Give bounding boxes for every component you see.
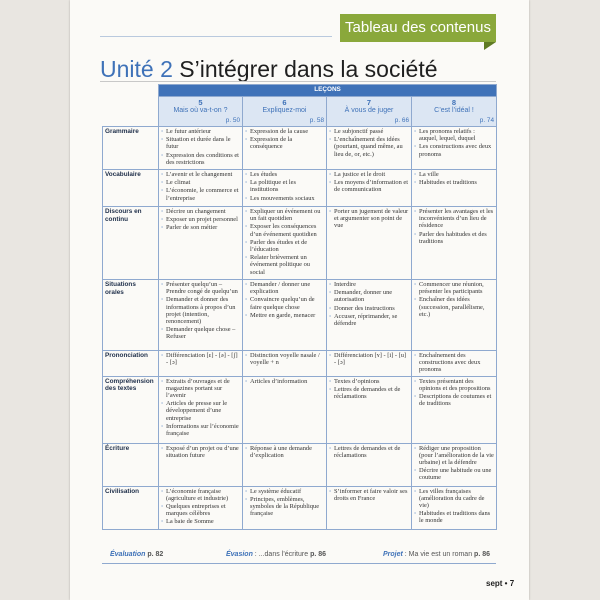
lesson-page[interactable]: p. 66 <box>394 117 409 124</box>
list-item: · Parler des habitudes et des traditions <box>414 231 494 245</box>
list-item: · Habitudes et traditions dans le monde <box>414 510 494 524</box>
list-item: · Textes présentant des opinions et des propositions <box>414 378 494 392</box>
table-cell <box>243 207 327 280</box>
item-list <box>329 378 409 401</box>
list-item: · L’économie, le commerce et l’entreprise <box>161 187 240 201</box>
item-list <box>414 488 494 525</box>
lesson-page[interactable]: p. 50 <box>225 117 240 124</box>
item-list <box>161 352 240 366</box>
list-item: · La ville <box>414 171 494 178</box>
list-item: · Descriptions de coutumes et de traditions <box>414 393 494 407</box>
item-list <box>329 445 409 459</box>
list-item: · Le subjonctif passé <box>329 128 409 135</box>
table-cell <box>159 280 243 351</box>
header-rule <box>100 36 332 37</box>
list-item: · L’avenir et le changement <box>161 171 240 178</box>
table-cell <box>412 376 497 443</box>
list-item: · Exposé d’un projet ou d’une situation future <box>161 445 240 459</box>
item-list <box>329 488 409 502</box>
list-item: · La politique et les institutions <box>245 179 324 193</box>
table-cell <box>412 280 497 351</box>
list-item: · Demander quelque chose – Refuser <box>161 326 240 340</box>
table-row <box>103 376 497 443</box>
row-heading: Situations orales <box>103 280 159 351</box>
lecons-header: LEÇONS <box>159 85 497 97</box>
item-list <box>245 208 324 276</box>
lesson-header-5 <box>159 97 243 127</box>
table-cell <box>243 486 327 529</box>
item-list <box>161 488 240 526</box>
unit-name: S’intégrer dans la société <box>179 56 438 82</box>
banner-fold <box>484 42 496 50</box>
item-list <box>245 128 324 151</box>
list-item: · Commencer une réunion, présenter les participants <box>414 281 494 295</box>
row-heading: Vocabulaire <box>103 170 159 207</box>
list-item: · L’économie française (agriculture et industrie) <box>161 488 240 502</box>
table-cell <box>243 443 327 486</box>
item-list <box>245 445 324 459</box>
item-list <box>245 378 324 385</box>
item-list <box>414 128 494 158</box>
list-item: · Différenciation [ʏ] - [i] - [u] - [ɔ] <box>329 352 409 366</box>
list-item: · Articles d’information <box>245 378 324 385</box>
list-item: · Habitudes et traditions <box>414 179 494 186</box>
table-cell <box>412 443 497 486</box>
corner-cell <box>103 97 159 127</box>
list-item: · Le futur antérieur <box>161 128 240 135</box>
list-item: · La justice et le droit <box>329 171 409 178</box>
table-cell <box>243 280 327 351</box>
table-cell <box>159 443 243 486</box>
lesson-header-7 <box>327 97 412 127</box>
list-item: · Relater brièvement un événement politique ou social <box>245 254 324 276</box>
list-item: · Donner des instructions <box>329 305 409 312</box>
table-cell <box>327 376 412 443</box>
item-list <box>414 445 494 482</box>
item-list <box>414 208 494 245</box>
list-item: · Articles de presse sur le développement d’une entreprise <box>161 400 240 422</box>
list-item: · Situation et durée dans le futur <box>161 136 240 150</box>
table-cell <box>243 127 327 170</box>
item-list <box>414 171 494 186</box>
table-cell <box>243 170 327 207</box>
table-cell <box>159 351 243 377</box>
item-list <box>414 281 494 318</box>
row-heading: Civilisation <box>103 486 159 529</box>
lesson-header-6 <box>243 97 327 127</box>
list-item: · La baie de Somme <box>161 518 240 525</box>
table-cell <box>412 486 497 529</box>
footer-rule <box>102 563 496 564</box>
list-item: · Principes, emblèmes, symboles de la République française <box>245 496 324 518</box>
list-item: · Enchaîner des idées (succession, parallélisme, etc.) <box>414 296 494 318</box>
row-heading: Prononciation <box>103 351 159 377</box>
table-cell <box>243 351 327 377</box>
item-list <box>329 128 409 158</box>
table-cell <box>327 443 412 486</box>
list-item: · S’informer et faire valoir ses droits en France <box>329 488 409 502</box>
projet-text: : Ma vie est un roman <box>402 551 475 558</box>
list-item: · Extraits d’ouvrages et de magazines portant sur l’avenir <box>161 378 240 400</box>
evaluation-label: Évaluation <box>110 551 146 558</box>
item-list <box>329 171 409 194</box>
item-list <box>161 128 240 166</box>
list-item: · Expression de la conséquence <box>245 136 324 150</box>
list-item: · Accuser, réprimander, se défendre <box>329 313 409 327</box>
table-cell <box>412 351 497 377</box>
table-row <box>103 351 497 377</box>
item-list <box>245 488 324 518</box>
table-row <box>103 170 497 207</box>
list-item: · Les études <box>245 171 324 178</box>
list-item: · Les villes françaises (amélioration du cadre de vie) <box>414 488 494 510</box>
unit-title <box>100 56 520 83</box>
section-banner: Tableau des contenus <box>340 14 496 42</box>
evasion-text: : ...dans l’écriture <box>252 551 311 558</box>
list-item: · Expliquer un événement ou un fait quotidien <box>245 208 324 222</box>
table-cell <box>412 170 497 207</box>
table-cell <box>159 127 243 170</box>
projet-page: p. 86 <box>474 551 490 558</box>
list-item: · Exposer un projet personnel <box>161 216 240 223</box>
contents-table <box>102 84 497 530</box>
evasion-page: p. 86 <box>310 551 327 558</box>
item-list <box>161 378 240 438</box>
list-item: · Expression des conditions et des restrictions <box>161 152 240 166</box>
projet-link[interactable] <box>383 551 490 558</box>
list-item: · Décrire un changement <box>161 208 240 215</box>
list-item: · L’enchaînement des idées (pourtant, quand même, au lieu de, or, etc.) <box>329 136 409 158</box>
table-cell <box>327 207 412 280</box>
list-item: · Décrire une habitude ou une coutume <box>414 467 494 481</box>
list-item: · Exposer les conséquences d’un événement quotidien <box>245 223 324 237</box>
list-item: · Les pronoms relatifs : auquel, lequel, duquel <box>414 128 494 142</box>
list-item: · Quelques entreprises et marques célèbres <box>161 503 240 517</box>
list-item: · Présenter quelqu’un – Prendre congé de quelqu’un <box>161 281 240 295</box>
row-heading: Grammaire <box>103 127 159 170</box>
list-item: · Demander / donner une explication <box>245 281 324 295</box>
list-item: · Distinction voyelle nasale / voyelle + n <box>245 352 324 366</box>
table-cell <box>243 376 327 443</box>
lesson-num: 6 <box>282 98 287 107</box>
evaluation-page: p. 82 <box>147 551 164 558</box>
lesson-num: 8 <box>451 98 457 107</box>
list-item: · Lettres de demandes et de réclamations <box>329 386 409 400</box>
lesson-page[interactable]: p. 58 <box>309 117 324 124</box>
list-item: · Réponse à une demande d’explication <box>245 445 324 459</box>
list-item: · Textes d’opinions <box>329 378 409 385</box>
list-item: · Le système éducatif <box>245 488 324 495</box>
page-number: sept • 7 <box>486 579 515 588</box>
item-list <box>329 281 409 327</box>
list-item: · Les constructions avec deux pronoms <box>414 143 494 157</box>
table-cell <box>327 170 412 207</box>
list-item: · Porter un jugement de valeur et argumenter son point de vue <box>329 208 409 230</box>
list-item: · Lettres de demandes et de réclamations <box>329 445 409 459</box>
evaluation-link[interactable] <box>110 551 163 558</box>
table-cell <box>159 376 243 443</box>
corner-cell <box>103 85 159 97</box>
list-item: · Différenciation [ɛ] - [ə] - [ʃ] - [ɔ] <box>161 352 240 366</box>
row-heading: Écriture <box>103 443 159 486</box>
item-list <box>329 208 409 230</box>
table-cell <box>327 351 412 377</box>
item-list <box>245 352 324 366</box>
list-item: · Informations sur l’économie française <box>161 423 240 437</box>
table-cell <box>159 207 243 280</box>
item-list <box>161 281 240 341</box>
lesson-title: À vous de juger <box>344 107 394 114</box>
table-row <box>103 127 497 170</box>
list-item: · Expression de la cause <box>245 128 324 135</box>
list-item: · Présenter les avantages et les inconvénients d’un lieu de résidence <box>414 208 494 230</box>
list-item: · Enchaînement des constructions avec deux pronoms <box>414 352 494 374</box>
item-list <box>161 171 240 202</box>
row-heading: Discours en continu <box>103 207 159 280</box>
list-item: · Les moyens d’information et de communication <box>329 179 409 193</box>
footer-links <box>102 551 496 561</box>
list-item: · Le climat <box>161 179 240 186</box>
list-item: · Demander et donner des informations à propos d’un projet (intention, renoncement) <box>161 296 240 325</box>
list-item: · Interdire <box>329 281 409 288</box>
table-cell <box>412 127 497 170</box>
list-item: · Mettre en garde, menacer <box>245 312 324 319</box>
list-item: · Les mouvements sociaux <box>245 195 324 202</box>
table-row <box>103 280 497 351</box>
list-item: · Demander, donner une autorisation <box>329 289 409 303</box>
lesson-title: C’est l’idéal ! <box>434 107 474 114</box>
item-list <box>329 352 409 366</box>
lesson-header-8 <box>412 97 497 127</box>
list-item: · Parler des études et de l’éducation <box>245 239 324 253</box>
item-list <box>414 352 494 374</box>
lesson-title: Expliquez-moi <box>262 107 307 114</box>
lesson-num: 7 <box>366 98 372 107</box>
table-row <box>103 486 497 529</box>
title-rule <box>100 81 496 82</box>
list-item: · Convaincre quelqu’un de faire quelque chose <box>245 296 324 310</box>
projet-label: Projet <box>383 551 403 558</box>
item-list <box>161 445 240 459</box>
lesson-title: Mais où va-t-on ? <box>173 107 228 114</box>
item-list <box>245 281 324 319</box>
evasion-link[interactable] <box>226 551 326 558</box>
evasion-label: Évasion <box>226 551 253 558</box>
item-list <box>161 208 240 232</box>
item-list <box>414 378 494 408</box>
row-heading: Compréhension des textes <box>103 376 159 443</box>
list-item: · Parler de son métier <box>161 224 240 231</box>
unit-number: Unité 2 <box>100 56 173 82</box>
table-cell <box>159 170 243 207</box>
table-cell <box>327 280 412 351</box>
table-cell <box>327 486 412 529</box>
table-row <box>103 443 497 486</box>
lesson-num: 5 <box>198 98 203 107</box>
table-cell <box>412 207 497 280</box>
lesson-page[interactable]: p. 74 <box>479 117 495 124</box>
table-cell <box>159 486 243 529</box>
table-row <box>103 207 497 280</box>
item-list <box>245 171 324 202</box>
list-item: · Rédiger une proposition (pour l’amélioration de la vie urbaine) et la défendre <box>414 445 494 467</box>
table-cell <box>327 127 412 170</box>
